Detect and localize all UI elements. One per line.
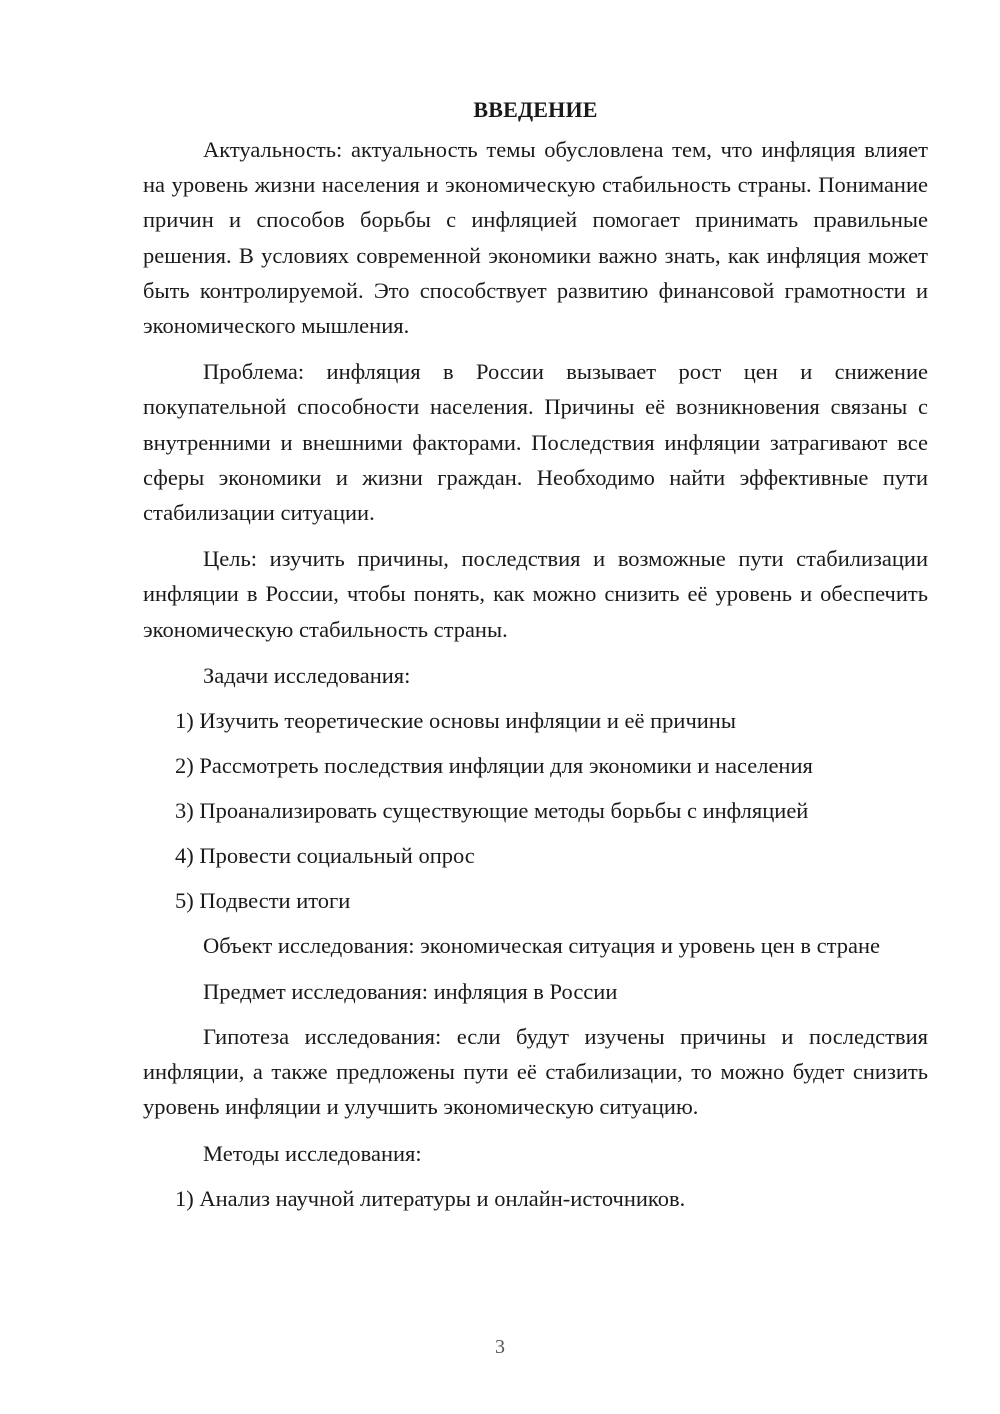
list-item: 5) Подвести итоги [175,887,351,913]
paragraph-object: Объект исследования: экономическая ситуация и уровень цен в стране [203,932,881,958]
tasks-heading: Задачи исследования: [203,662,411,688]
list-item: 3) Проанализировать существующие методы борьбы с инфляцией [175,797,809,823]
paragraph-goal: Цель: изучить причины, последствия и возможные пути стабилизации инфляции в России, чтобы понять, как можно снизить её уровень и обеспечить экономическую стабильность страны. [143,546,928,642]
list-item: 1) Изучить теоретические основы инфляции и её причины [175,707,736,733]
document-page [143,92,928,1226]
methods-list [143,1181,928,1216]
list-item: 1) Анализ научной литературы и онлайн-источников. [175,1185,686,1211]
page-number: 3 [495,1336,505,1358]
list-item: 4) Провести социальный опрос [175,842,475,868]
paragraph-hypothesis: Гипотеза исследования: если будут изучены причины и последствия инфляции, а также предложены пути её стабилизации, то можно будет снизить уровень инфляции и улучшить экономическую ситуацию. [143,1024,928,1120]
paragraph-relevance: Актуальность: актуальность темы обусловлена тем, что инфляция влияет на уровень жизни населения и экономическую стабильность страны. Понимание причин и способов борьбы с инфляцией помогает принимать правильные решения. В условиях современной экономики важно знать, как инфляция может быть контролируемой. Это способствует развитию финансовой грамотности и экономического мышления. [143,137,928,339]
list-item: 2) Рассмотреть последствия инфляции для экономики и населения [175,752,813,778]
paragraph-problem: Проблема: инфляция в России вызывает рост цен и снижение покупательной способности населения. Причины её возникновения связаны с внутренними и внешними факторами. Последствия инфляции затрагивают все сферы экономики и жизни граждан. Необходимо найти эффективные пути стабилизации ситуации. [143,359,928,526]
tasks-list [143,703,928,918]
paragraph-subject: Предмет исследования: инфляция в России [203,979,618,1005]
methods-heading: Методы исследования: [203,1140,422,1166]
page-title: ВВЕДЕНИЕ [473,97,598,122]
